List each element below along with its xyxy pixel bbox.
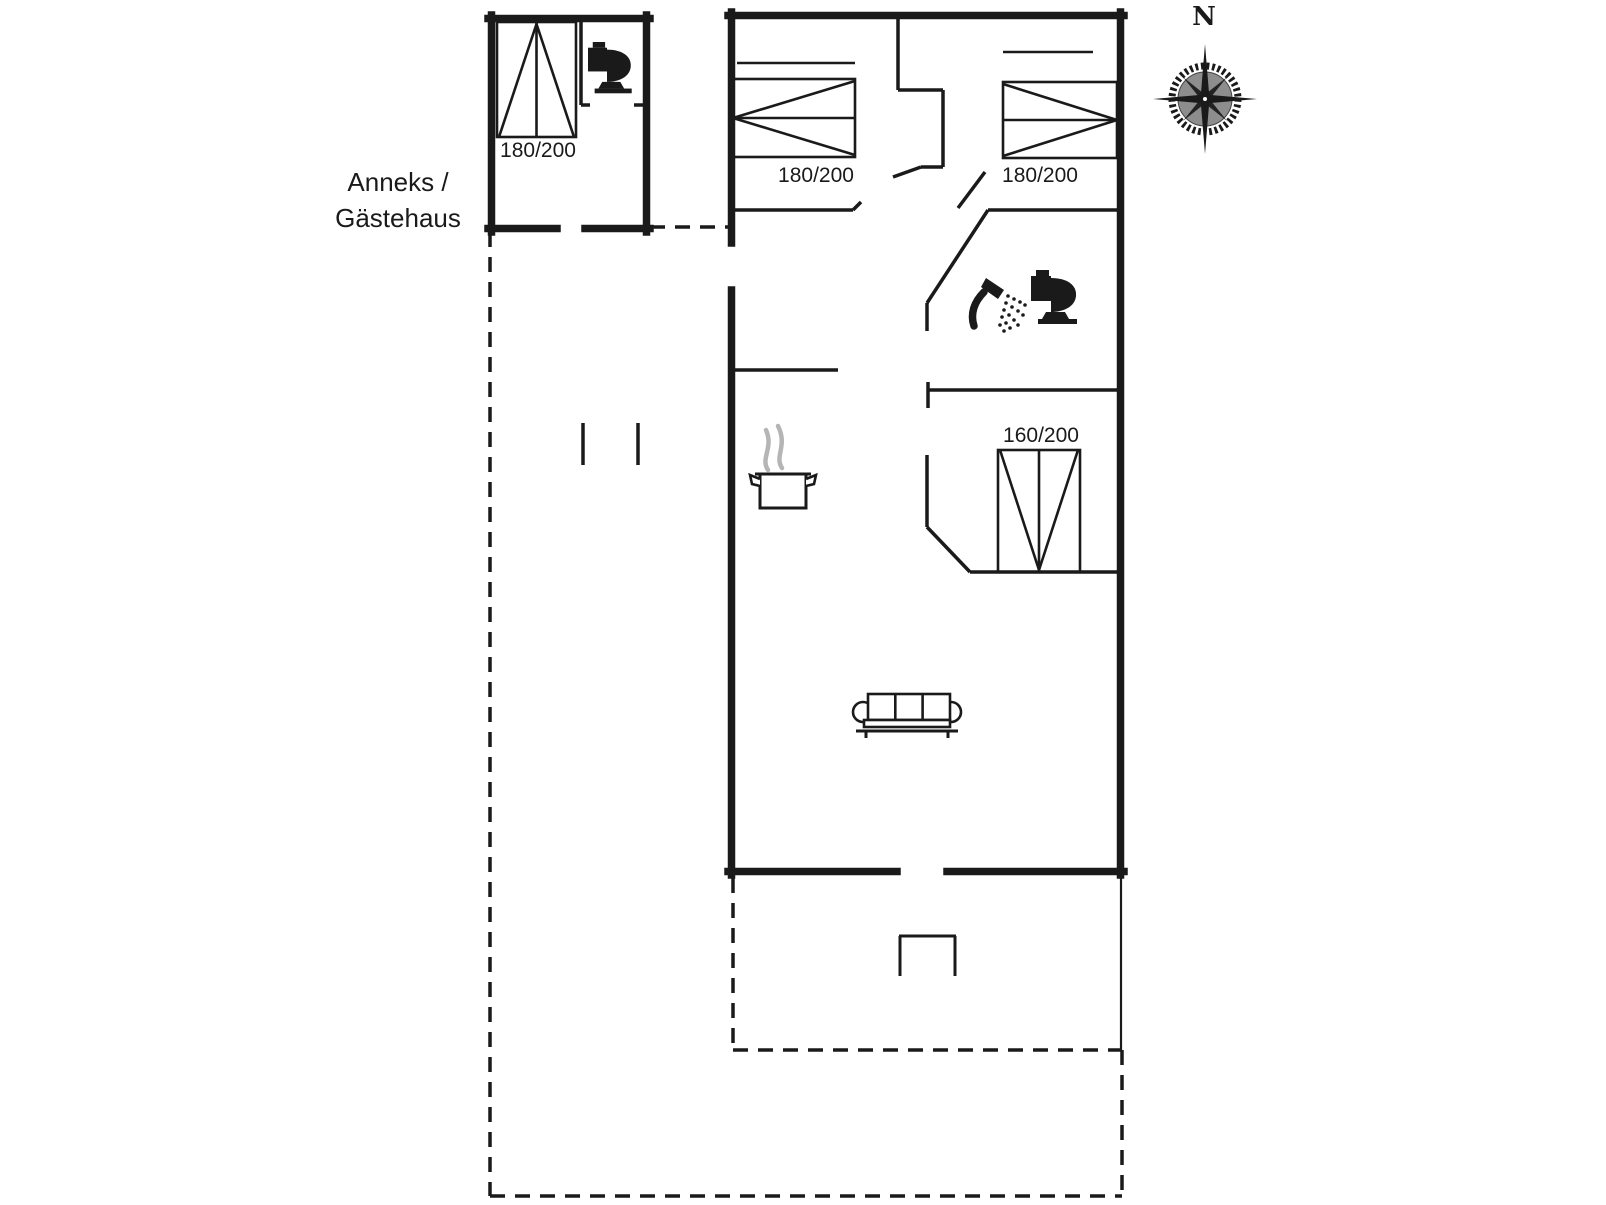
annex-label-line2: Gästehaus xyxy=(335,203,461,233)
bedroom3-bed xyxy=(998,450,1080,572)
annex-label xyxy=(335,164,461,236)
bedroom1-bed-size-label: 180/200 xyxy=(778,164,854,187)
annex-bed-size-label: 180/200 xyxy=(500,139,576,162)
bedroom2-bed xyxy=(1003,52,1117,158)
annex-label-line1: Anneks / xyxy=(347,167,449,197)
bedroom2-bed-size-label: 180/200 xyxy=(1002,164,1078,187)
stove-pot-icon xyxy=(750,426,816,508)
bathroom-toilet-icon xyxy=(1031,270,1077,324)
annex-bed xyxy=(497,22,576,137)
shower-icon xyxy=(972,278,1026,333)
compass-north-label: N xyxy=(1192,2,1216,32)
compass-rose-icon xyxy=(1153,44,1257,154)
bedroom3-bed-size-label: 160/200 xyxy=(1003,424,1079,447)
bedroom1-bed xyxy=(733,63,855,157)
terrace-table-icon xyxy=(899,936,956,976)
annex-toilet-icon xyxy=(588,42,632,93)
sofa-icon xyxy=(853,694,961,738)
